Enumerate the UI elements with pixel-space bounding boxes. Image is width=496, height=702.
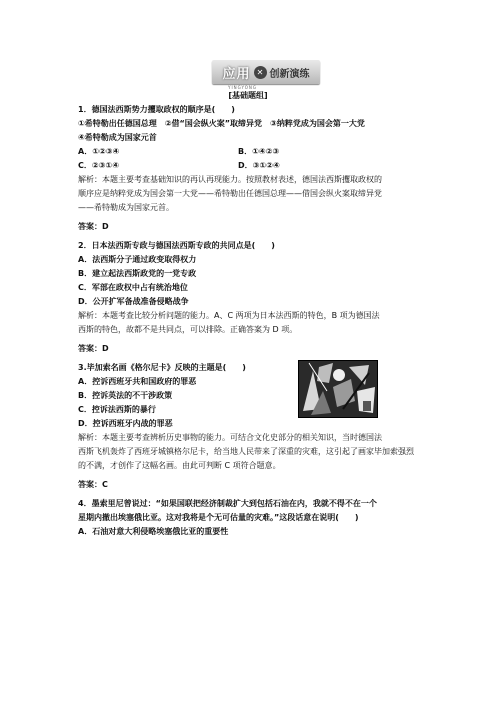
- q2-explanation-2: 西斯的特色，故都不是共同点，可以排除。正确答案为 D 项。: [78, 325, 298, 334]
- q1-explanation-1: 解析：本题主要考查基础知识的再认再现能力。按照教材表述，德国法西斯攫取政权的: [78, 175, 382, 184]
- q1-options-row-1: [78, 146, 428, 158]
- q3-explanation-1: 解析：本题主要考查辨析历史事物的能力。可结合文化史部分的相关知识，当时德国法: [78, 433, 382, 442]
- q1-explanation-3: ——希特勒成为国家元首。: [78, 203, 174, 212]
- q2-option-a: A．法西斯分子通过政变取得权力: [78, 255, 197, 264]
- q3-option-c: C．控诉法西斯的暴行: [78, 405, 156, 414]
- q3-option-a: A．控诉西班牙共和国政府的罪恶: [78, 377, 197, 386]
- q3-option-d: D．控诉西班牙内战的罪恶: [78, 419, 173, 428]
- q1-option-b: B．①④②③: [238, 147, 280, 156]
- q2-stem: 2．日本法西斯专政与德国法西斯专政的共同点是( ): [78, 241, 275, 250]
- banner-title: 应用: [222, 66, 251, 82]
- q4-option-a: A．石油对意大利侵略埃塞俄比亚的重要性: [78, 527, 229, 536]
- q1-options-row-2: [78, 160, 428, 172]
- q1-explanation-2: 顺序应是纳粹党成为国会第一大党——希特勒出任德国总理——借国会纵火案取缔异党: [78, 189, 382, 198]
- section-banner: [212, 60, 320, 90]
- q1-items-2: ④希特勒成为国家元首: [78, 133, 157, 142]
- q2-option-b: B．建立起法西斯政党的一党专政: [78, 269, 197, 278]
- q3-block: [78, 362, 428, 430]
- banner-subtitle: 创新演练: [269, 68, 310, 80]
- banner-cross-icon: ✕: [254, 66, 267, 79]
- q1-answer: 答案：D: [78, 222, 109, 231]
- section-tag: [基础题组]: [228, 91, 268, 100]
- q2-answer: 答案：D: [78, 344, 109, 353]
- q2-explanation-1: 解析：本题考查比较分析问题的能力。A、C 两项为日本法西斯的特色，B 项为德国法: [78, 311, 380, 320]
- q3-explanation-3: 的不满，才创作了这幅名画。由此可判断 C 项符合题意。: [78, 461, 281, 470]
- q3-explanation-2: 西斯飞机轰炸了西班牙城镇格尔尼卡，给当地人民带来了深重的灾难，这引起了画家毕加索强烈: [78, 447, 414, 456]
- q1-items-1: ①希特勒出任德国总理 ②借“国会纵火案”取缔异党 ③纳粹党成为国会第一大党: [78, 119, 365, 128]
- q3-answer: 答案：C: [78, 480, 108, 489]
- exercise-content: [78, 104, 428, 540]
- q1-option-d: D．③①②④: [238, 161, 280, 170]
- q1-stem: 1．德国法西斯势力攫取政权的顺序是( ): [78, 105, 235, 114]
- q4-stem-1: 4．墨索里尼曾说过：“如果国联把经济制裁扩大到包括石油在内，我就不得不在一个: [78, 499, 377, 508]
- q1-option-c: C．②③①④: [78, 161, 119, 170]
- q3-option-b: B．控诉英法的不干涉政策: [78, 391, 173, 400]
- q1-option-a: A．①②③④: [78, 147, 120, 156]
- q2-option-c: C．军部在政权中占有统治地位: [78, 283, 188, 292]
- guernica-painting-image: [298, 360, 378, 418]
- q2-option-d: D．公开扩军备战准备侵略战争: [78, 297, 189, 306]
- q4-stem-2: 星期内撤出埃塞俄比亚。这对我将是个无可估量的灾难。”这段话意在说明( ): [78, 513, 359, 522]
- banner-pinyin: YINGYONG: [228, 85, 257, 90]
- q3-stem: 3.毕加索名画《格尔尼卡》反映的主题是( ): [78, 363, 246, 372]
